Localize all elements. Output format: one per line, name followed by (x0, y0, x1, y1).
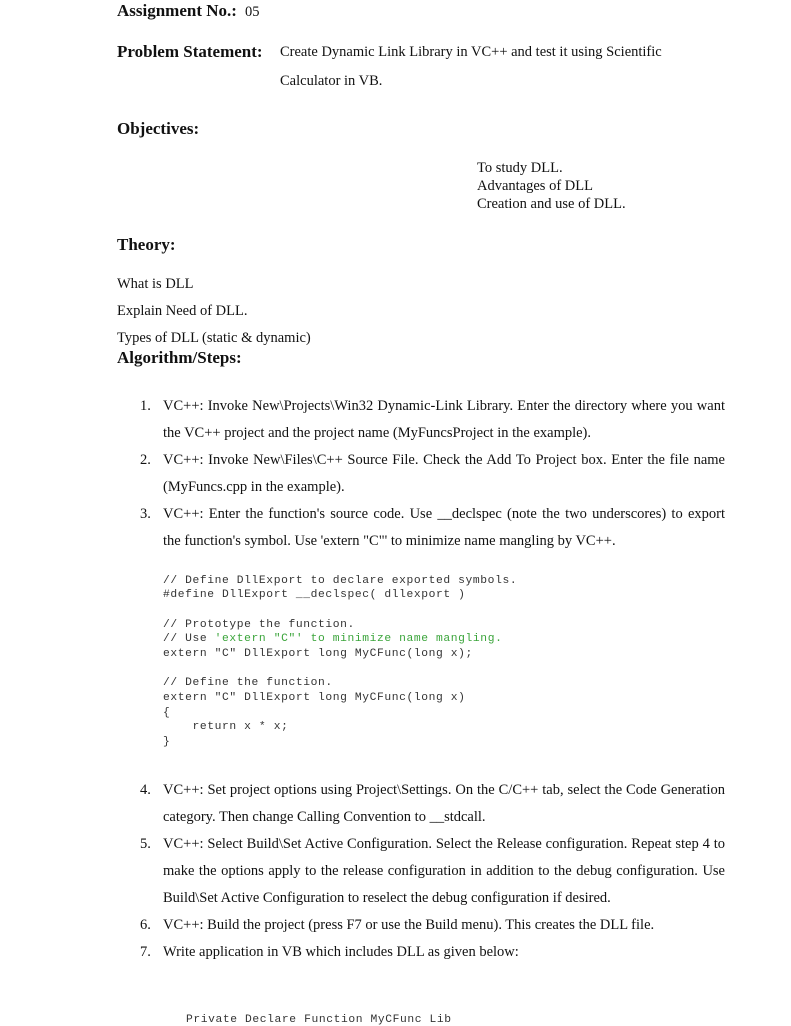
step-item (130, 939, 725, 966)
code-line: #define DllExport __declspec( dllexport ) (163, 589, 466, 601)
step-number: 3. (140, 506, 151, 522)
steps-list-part2 (130, 777, 725, 966)
step-item (130, 501, 725, 555)
code-line: // Define DllExport to declare exported symbols. (163, 575, 518, 587)
code-line: extern "C" DllExport long MyCFunc(long x) (163, 692, 466, 704)
assignment-header (117, 1, 259, 21)
step-text: VC++: Invoke New\Projects\Win32 Dynamic-Link Library. Enter the directory where you want the VC++ project and the project name (MyFuncsProject in the example). (163, 398, 725, 441)
step-text: Write application in VB which includes DLL as given below: (163, 944, 519, 960)
problem-text-line1: Create Dynamic Link Library in VC++ and test it using Scientific (280, 44, 662, 60)
theory-item: Types of DLL (static & dynamic) (117, 330, 311, 346)
code-line: return x * x; (163, 721, 289, 733)
code-line: } (163, 736, 171, 748)
step-text: VC++: Set project options using Project\Settings. On the C/C++ tab, select the Code Generation category. Then change Calling Convention to __stdcall. (163, 782, 725, 825)
objective-item: Advantages of DLL (477, 178, 593, 194)
step-text: VC++: Enter the function's source code. Use __declspec (note the two underscores) to export the function's symbol. Use 'extern "C"' to minimize name mangling by VC++. (163, 506, 725, 549)
step-text: VC++: Invoke New\Files\C++ Source File. Check the Add To Project box. Enter the file name (MyFuncs.cpp in the example). (163, 452, 725, 495)
code-line: // Define the function. (163, 677, 333, 689)
step-number: 7. (140, 944, 151, 960)
assignment-label: Assignment No.: (117, 1, 237, 20)
problem-label: Problem Statement: (117, 42, 263, 61)
theory-item: What is DLL (117, 276, 194, 292)
step-item (130, 831, 725, 912)
code-comment-highlight: 'extern "C"' to minimize name mangling. (214, 633, 503, 645)
step-text: VC++: Select Build\Set Active Configuration. Select the Release configuration. Repeat step 4 to make the options apply to the release configuration in addition to the debug configuration. Use Build\Set Active Configuration to reselect the debug configuration if desired. (163, 836, 725, 906)
step-number: 1. (140, 398, 151, 414)
step-item (130, 777, 725, 831)
objectives-heading: Objectives: (117, 119, 200, 138)
code-line: { (163, 707, 171, 719)
vb-code-line: Private Declare Function MyCFunc Lib (186, 1014, 452, 1026)
objective-item: To study DLL. (477, 160, 563, 176)
code-line: // Prototype the function. (163, 619, 355, 631)
step-item (130, 912, 725, 939)
code-line (163, 633, 502, 645)
objective-item: Creation and use of DLL. (477, 196, 626, 212)
step-number: 6. (140, 917, 151, 933)
theory-item: Explain Need of DLL. (117, 303, 248, 319)
steps-list-part1 (130, 393, 725, 555)
algorithm-heading: Algorithm/Steps: (117, 348, 242, 367)
step-number: 5. (140, 836, 151, 852)
step-number: 4. (140, 782, 151, 798)
step-item (130, 393, 725, 447)
step-item (130, 447, 725, 501)
step-number: 2. (140, 452, 151, 468)
problem-text-line2: Calculator in VB. (280, 73, 383, 89)
step-text: VC++: Build the project (press F7 or use the Build menu). This creates the DLL file. (163, 917, 655, 933)
assignment-number: 05 (244, 4, 260, 20)
code-line: extern "C" DllExport long MyCFunc(long x); (163, 648, 473, 660)
code-comment: // Use (163, 633, 215, 645)
theory-heading: Theory: (117, 235, 176, 254)
